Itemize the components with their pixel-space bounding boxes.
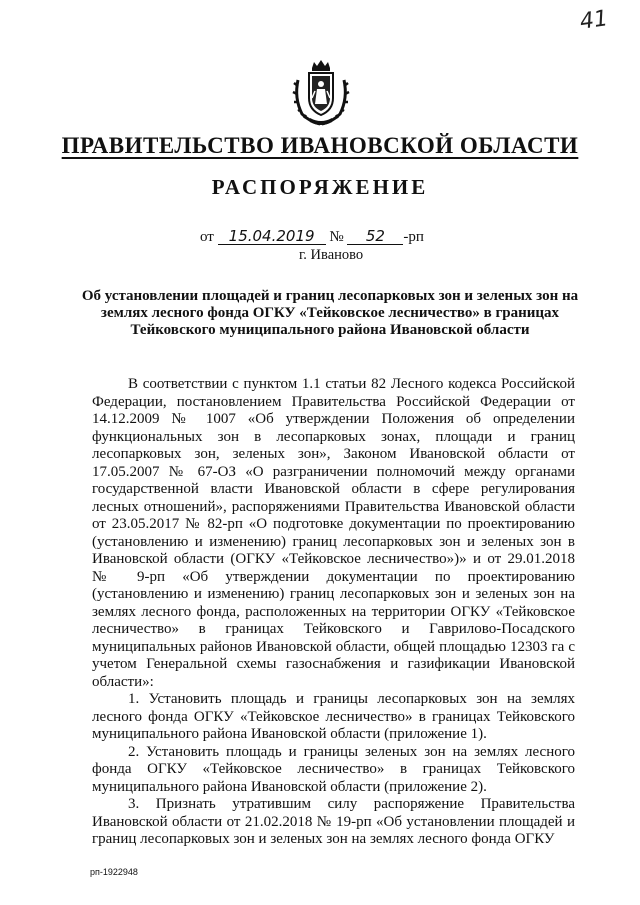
handwritten-date: 15.04.2019 — [218, 228, 326, 245]
clause-paragraph-1: 1. Установить площадь и границы лесопарковых зон на землях лесного фонда ОГКУ «Тейковское лесничество» в границах Тейковского муниципального района Ивановской области (приложение 1). — [92, 691, 575, 742]
date-number-line — [200, 228, 424, 246]
document-heading: Об установлении площадей и границ лесопарковых зон и зеленых зон на землях лесного фонда ОГКУ «Тейковское лесничество» в границах Тейковского муниципального района Ивановской области — [81, 288, 579, 338]
number-suffix: -рп — [403, 229, 424, 245]
clause-paragraph-2: 2. Установить площадь и границы зеленых зон на землях лесного фонда ОГКУ «Тейковское лесничество» в границах Тейковского муниципального района Ивановской области (приложение 2). — [92, 743, 575, 795]
coat-of-arms-icon — [292, 58, 350, 128]
preamble-paragraph: В соответствии с пунктом 1.1 статьи 82 Лесного кодекса Российской Федерации, постановлением Правительства Российской Федерации от 14.12.2009 № 1007 «Об утверждении Положения об определении функциональных зон в лесопарковых зонах, площади и границ лесопарковых зон, зеленых зон», Законом Ивановской области от 17.05.2007 № 67-ОЗ «О разграничении полномочий между органами государственной власти Ивановской области в сфере регулирования лесных отношений», распоряжениями Правительства Ивановской области от 23.05.2017 № 82-рп «О подготовке документации по проектированию (установлению и изменению) границ лесопарковых зон и зеленых зон в Ивановской области (ОГКУ «Тейковское лесничество»)» и от 29.01.2018 № 9-рп «Об утверждении документации по проектированию (установлению и изменению) границ лесопарковых зон и зеленых зон на землях лесного фонда, расположенных на территории ОГКУ «Тейковское лесничество» в границах Тейковского и Гаврилово-Посадского муниципальных районов Ивановской области, общей площадью 12303 га с учетом Генеральной схемы газоснабжения и газификации Ивановской области»: — [92, 376, 575, 690]
government-title-text: ПРАВИТЕЛЬСТВО ИВАНОВСКОЙ ОБЛАСТИ — [61, 133, 579, 158]
number-label: № — [329, 229, 344, 245]
government-title — [0, 133, 640, 159]
clause-paragraph-3: 3. Признать утратившим силу распоряжение Правительства Ивановской области от 21.02.2018 № 19-рп «Об установлении площадей и границ лесопарковых зон и зеленых зон на землях лесного фонда ОГКУ — [92, 796, 575, 847]
handwritten-number: 52 — [347, 228, 403, 245]
city-line: г. Иваново — [299, 247, 364, 263]
footer-code: рп-1922948 — [90, 867, 138, 877]
document-type: РАСПОРЯЖЕНИЕ — [211, 175, 429, 199]
handwritten-corner-note: 41 — [578, 6, 610, 35]
date-prefix: от — [200, 229, 214, 245]
document-body — [92, 376, 575, 849]
